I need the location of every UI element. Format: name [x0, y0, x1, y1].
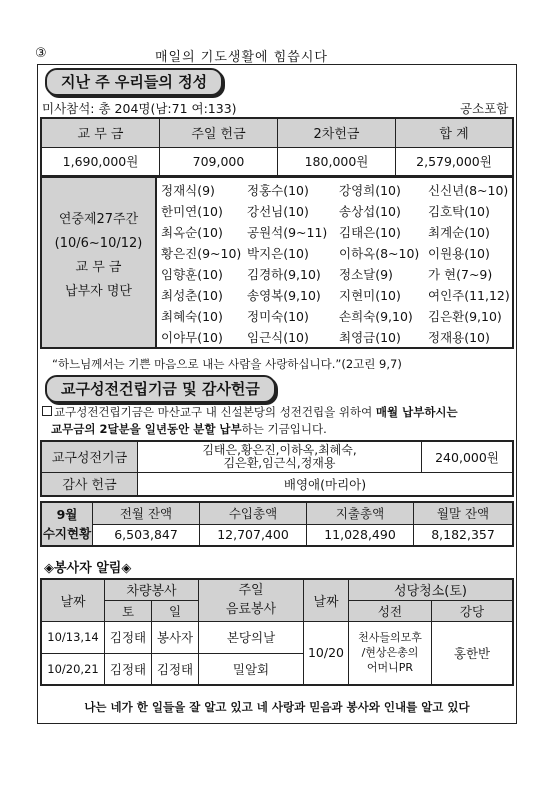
fund-table — [40, 440, 514, 497]
clean-date: 10/20 — [304, 621, 349, 685]
volunteer-drink: 밀알회 — [199, 653, 304, 685]
sanctuary-header: 성전 — [349, 600, 432, 621]
fund-amount: 240,000원 — [422, 441, 514, 472]
clean-sanctuary — [349, 621, 432, 685]
donor-label-period: (10/6~10/12) — [54, 236, 143, 251]
checkbox-icon — [42, 406, 52, 416]
donor-list-box — [157, 176, 514, 349]
donor-name: 신신년(8~10) — [428, 182, 509, 198]
volunteer-drink: 본당의날 — [199, 621, 304, 653]
donor-name: 정소달(9) — [339, 266, 393, 282]
donor-row — [159, 284, 512, 305]
donor-name: 최혜숙(10) — [161, 308, 223, 324]
attendance-note: 공소포함 — [460, 101, 509, 116]
col-header: 월말 잔액 — [414, 502, 514, 524]
finance-label — [41, 502, 93, 546]
drink-header-line: 주일 — [238, 583, 264, 599]
donor-name: 강선님(10) — [247, 203, 309, 219]
fund-notice — [42, 404, 516, 438]
donor-label-box — [40, 176, 157, 349]
donor-name: 공원석(9~11) — [247, 224, 328, 240]
donor-name: 임근식(10) — [247, 329, 309, 345]
clean-date-header: 날짜 — [304, 579, 349, 621]
offering-value: 180,000원 — [278, 147, 396, 176]
volunteer-sat: 김정태 — [105, 621, 152, 653]
donor-row — [159, 200, 512, 221]
donor-name: 이하옥(8~10) — [339, 245, 420, 261]
col-header: 합 계 — [396, 118, 514, 147]
clean-sanctuary-line: 천사들의모후 — [358, 631, 422, 645]
donor-name: 정홍수(10) — [247, 182, 309, 198]
volunteer-table — [40, 578, 514, 686]
page-title: 매일의 기도생활에 힘씁시다 — [155, 50, 328, 65]
volunteer-date: 10/13,14 — [41, 621, 105, 653]
fund-notice-line2 — [42, 421, 516, 438]
donor-row — [159, 221, 512, 242]
fund-notice-text: 하는 기금입니다. — [241, 422, 327, 436]
donor-name: 김호탁(10) — [428, 203, 490, 219]
donor-name: 한미연(10) — [161, 203, 223, 219]
donor-name: 손희숙(9,10) — [339, 308, 413, 324]
donor-name: 김태은(10) — [339, 224, 401, 240]
col-header: 지출총액 — [307, 502, 414, 524]
donor-name: 송상섭(10) — [339, 203, 401, 219]
thanks-label: 감사 헌금 — [41, 472, 138, 496]
volunteer-sun: 봉사자 — [152, 621, 199, 653]
offering-value: 2,579,000원 — [396, 147, 514, 176]
fund-names-line: 김은환,임근식,정재용 — [223, 455, 336, 470]
offering-value: 1,690,000원 — [41, 147, 160, 176]
donor-name: 송영복(9,10) — [247, 287, 321, 303]
page-number: ③ — [35, 46, 47, 61]
donor-name: 이야무(10) — [161, 329, 223, 345]
sat-header: 토 — [105, 600, 152, 621]
volunteer-date: 10/20,21 — [41, 653, 105, 685]
volunteer-row — [41, 621, 513, 653]
finance-value: 8,182,357 — [414, 524, 514, 546]
volunteer-date-header: 날짜 — [41, 579, 105, 621]
fund-names-line: 김태은,황은진,이하옥,최혜숙, — [202, 442, 357, 457]
thanks-names: 배영애(마리아) — [138, 472, 514, 496]
fund-notice-emphasis: 매월 납부하시는 — [375, 405, 458, 419]
donor-name: 정재용(10) — [428, 329, 490, 345]
col-header: 수입총액 — [200, 502, 307, 524]
donor-row — [159, 305, 512, 326]
col-header: 주일 헌금 — [160, 118, 278, 147]
col-header: 2차헌금 — [278, 118, 396, 147]
col-header: 교 무 금 — [41, 118, 160, 147]
donor-name: 김경하(9,10) — [247, 266, 321, 282]
donor-name: 정재식(9) — [161, 182, 215, 198]
hall-header: 강당 — [432, 600, 514, 621]
drink-header-line: 음료봉사 — [225, 602, 277, 618]
fund-notice-text: 교구성전건립기금은 마산교구 내 신설본당의 성전건립을 위하여 — [54, 405, 373, 419]
attendance-text: 미사참석: 총 204명(남:71 여:133) — [42, 101, 237, 116]
clean-sanctuary-line: 어머니PR — [366, 661, 414, 675]
donor-name: 여인주(11,12) — [428, 287, 510, 303]
donor-name: 황은진(9~10) — [161, 245, 242, 261]
col-header: 전월 잔액 — [93, 502, 200, 524]
donor-name: 가 현(7~9) — [428, 266, 493, 282]
donor-row — [159, 242, 512, 263]
finance-caption: 수지현황 — [42, 526, 92, 541]
finance-value: 11,028,490 — [307, 524, 414, 546]
volunteer-title: ◈봉사자 알림◈ — [44, 561, 132, 576]
section-offerings-title: 지난 주 우리들의 정성 — [45, 68, 223, 96]
donor-label-caption: 납부자 명단 — [65, 284, 132, 299]
fund-label: 교구성전기금 — [41, 441, 138, 472]
finance-table — [40, 501, 514, 547]
fund-notice-line1 — [42, 404, 516, 421]
donor-name: 강영희(10) — [339, 182, 401, 198]
donor-name: 최영금(10) — [339, 329, 401, 345]
donor-name: 최성춘(10) — [161, 287, 223, 303]
clean-sanctuary-line: /현상은총의 — [361, 646, 419, 660]
finance-value: 6,503,847 — [93, 524, 200, 546]
donor-name: 임향훈(10) — [161, 266, 223, 282]
drink-service-header — [199, 579, 304, 621]
offerings-table — [40, 117, 514, 177]
finance-month: 9월 — [56, 507, 78, 522]
donor-name: 최옥순(10) — [161, 224, 223, 240]
donor-name: 김은환(9,10) — [428, 308, 502, 324]
donor-name: 이원용(10) — [428, 245, 490, 261]
sun-header: 일 — [152, 600, 199, 621]
donor-name: 지현미(10) — [339, 287, 401, 303]
cleaning-header: 성당청소(토) — [349, 579, 514, 600]
section-fund-title: 교구성전건립기금 및 감사헌금 — [45, 375, 276, 403]
scripture-quote: “하느님께서는 기쁜 마음으로 내는 사람을 사랑하십니다.”(2고린 9,7) — [52, 357, 402, 371]
donor-name: 최계순(10) — [428, 224, 490, 240]
donor-row — [159, 326, 512, 347]
car-service-header: 차량봉사 — [105, 579, 199, 600]
donor-label-week: 연중제27주간 — [58, 212, 139, 227]
donor-name: 박지은(10) — [247, 245, 309, 261]
fund-notice-emphasis: 교무금의 2달분을 일년동안 분할 납부 — [51, 422, 242, 436]
donor-row — [159, 179, 512, 200]
donor-list — [159, 179, 512, 347]
volunteer-sat: 김정태 — [105, 653, 152, 685]
fund-names — [138, 441, 422, 472]
finance-value: 12,707,400 — [200, 524, 307, 546]
clean-hall: 홍한반 — [432, 621, 514, 685]
volunteer-sun: 김정태 — [152, 653, 199, 685]
donor-row — [159, 263, 512, 284]
offering-value: 709,000 — [160, 147, 278, 176]
footer-verse: 나는 네가 한 일들을 잘 알고 있고 네 사랑과 믿음과 봉사와 인내를 알고 있다 — [84, 700, 470, 714]
donor-label-type: 교 무 금 — [75, 260, 122, 275]
donor-name: 정미숙(10) — [247, 308, 309, 324]
